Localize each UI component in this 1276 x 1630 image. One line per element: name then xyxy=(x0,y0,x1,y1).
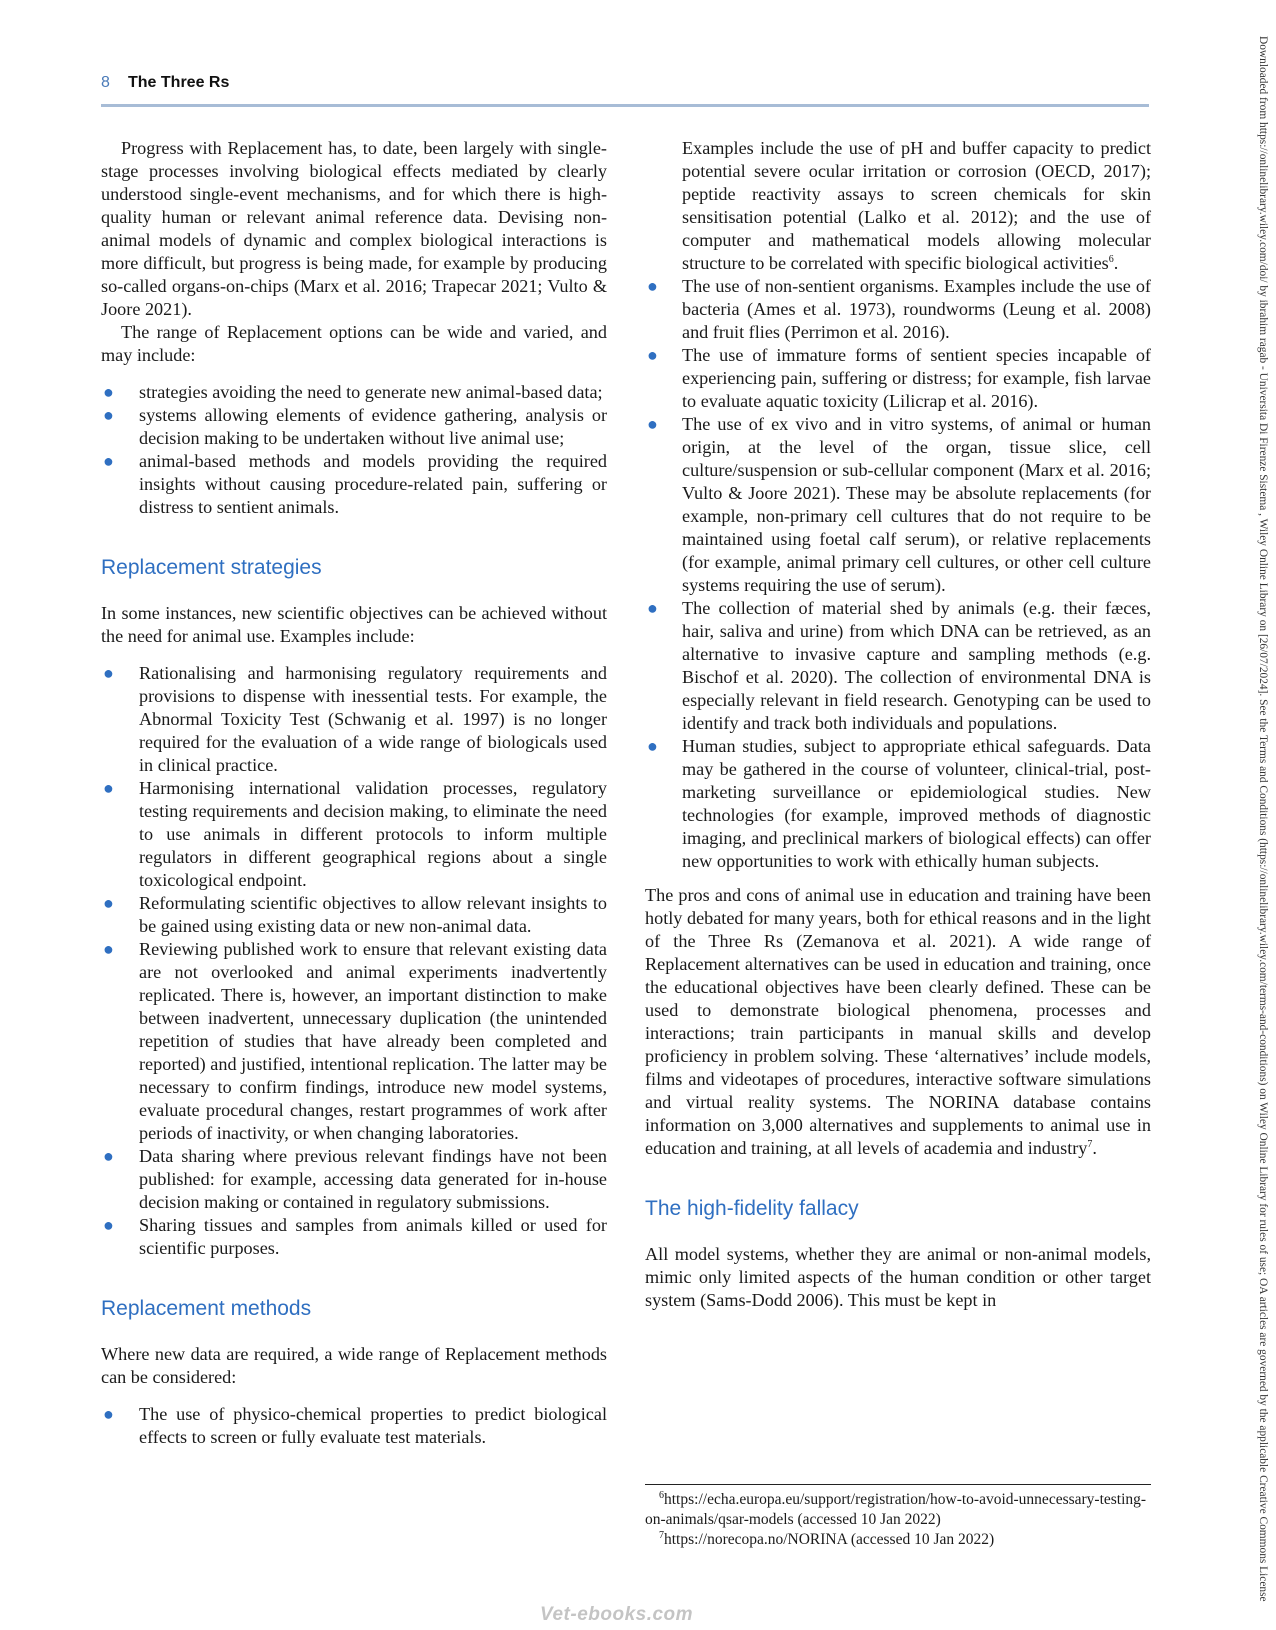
bullet-icon: ● xyxy=(103,451,114,471)
bullet-icon: ● xyxy=(103,663,114,683)
heading-replacement-methods: Replacement methods xyxy=(101,1297,312,1320)
list-item: ● Data sharing where previous relevant findings have not been published: for example, accessing data generated for in-house decision making or contained in regulatory submissions. xyxy=(103,1146,607,1212)
list-item: ● Rationalising and harmonising regulatory requirements and provisions to dispense with inessential tests. For example, the Abnormal Toxicity Test (Schwanig et al. 1997) is no longer required for the evaluation of a wide range of biologicals used in clinical practice. xyxy=(103,663,607,775)
list-item-continuation: Examples include the use of pH and buffer capacity to predict potential severe ocular irritation or corrosion (OECD, 2017); peptide reactivity assays to screen chemicals for skin sensitisation potential (Lalko et al. 2012); and the use of computer and mathematical models allowing molecular structure to be correlated with specific biological activities$^6$. xyxy=(682,138,1151,273)
bullet-icon: ● xyxy=(103,893,114,913)
bullet-icon: ● xyxy=(647,598,658,618)
footnotes xyxy=(645,1484,1151,1550)
bullet-icon: ● xyxy=(103,405,114,425)
methods-intro: Where new data are required, a wide range of Replacement methods can be considered: xyxy=(101,1344,607,1387)
bullet-icon: ● xyxy=(103,382,114,402)
heading-replacement-strategies: Replacement strategies xyxy=(101,556,322,579)
download-notice-sidebar xyxy=(1255,36,1269,1602)
strategies-list xyxy=(101,662,607,1260)
list-item: ● The use of physico-chemical properties to predict biological effects to screen or fully evaluate test materials. xyxy=(103,1404,607,1447)
bullet-icon: ● xyxy=(647,414,658,434)
list-item: ● Reviewing published work to ensure that relevant existing data are not overlooked and animal experiments inadvertently replicated. There is, however, an important distinction to make between inadvertent, unnecessary duplication (the unintended repetition of studies that have already been completed and reported) and justified, intentional replication. The latter may be necessary to confirm findings, introduce new model systems, evaluate procedural changes, restart programmes of work after periods of inactivity, or when changing laboratories. xyxy=(103,939,607,1143)
list-item: ● Human studies, subject to appropriate ethical safeguards. Data may be gathered in the course of volunteer, clinical-trial, post-marketing surveillance or epidemiological studies. New technologies (for example, improved methods of diagnostic imaging, and preclinical markers of biological effects) can offer new opportunities to work with ethically human subjects. xyxy=(647,736,1151,871)
fallacy-paragraph: All model systems, whether they are animal or non-animal models, mimic only limited aspects of the human condition or other target system (Sams-Dodd 2006). This must be kept in xyxy=(645,1244,1151,1310)
list-item: ● The use of immature forms of sentient species incapable of experiencing pain, suffering or distress; for example, fish larvae to evaluate aquatic toxicity (Lilicrap et al. 2016). xyxy=(647,345,1151,411)
footnote-6-link[interactable]: https://echa.europa.eu/support/registration/how-to-avoid-unnecessary-testing-on-animals/qsar-models (accessed 10 Jan 2022) xyxy=(645,1491,1147,1528)
bullet-icon: ● xyxy=(103,1146,114,1166)
list-item: ● The use of ex vivo and in vitro systems, of animal or human origin, at the level of the organ, tissue slice, cell culture/suspension or sub-cellular component (Marx et al. 2016; Vulto & Joore 2021). These may be absolute replacements (for example, non-primary cell cultures that do not require to be maintained using foetal calf serum), or relative replacements (for example, animal primary cell cultures, or other cell culture systems requiring the use of serum). xyxy=(647,414,1151,595)
left-column xyxy=(101,137,607,1449)
right-column xyxy=(645,137,1151,1312)
running-title: The Three Rs xyxy=(128,74,230,91)
intro-paragraph-1: Progress with Replacement has, to date, been largely with single-stage processes involving biological effects mediated by clearly understood single-event mechanisms, and for which there is high-quality human or relevant animal reference data. Devising non-animal models of dynamic and complex biological interactions is more difficult, but progress is being made, for example by producing so-called organs-on-chips (Marx et al. 2016; Trapecar 2021; Vulto & Joore 2021). xyxy=(101,138,607,319)
footnote-ref[interactable]: 7 xyxy=(1087,1138,1093,1150)
watermark-logo: Vet-ebooks.com xyxy=(540,1604,694,1625)
list-item: ● strategies avoiding the need to generate new animal-based data; xyxy=(103,382,603,402)
education-paragraph: The pros and cons of animal use in education and training have been hotly debated for many years, both for ethical reasons and in the light of the Three Rs (Zemanova et al. 2021). A wide range of Replacement alternatives can be used in education and training, once the educational objectives have been clearly defined. These can be used to demonstrate biological phenomena, processes and interactions; train participants in manual skills and develop proficiency in problem solving. These ‘alternatives’ include models, films and videotapes of procedures, interactive software simulations and virtual reality systems. The NORINA database contains information on 3,000 alternatives and supplements to animal use in education and training, at all levels of academia and industry$^7$. xyxy=(645,885,1151,1158)
footnote-6: $^6$https://echa.europa.eu/support/registration/how-to-avoid-unnecessary-testing-on-animals/qsar-models (accessed 10 Jan 2022) xyxy=(645,1489,1147,1528)
footnote-7-link[interactable]: https://norecopa.no/NORINA (accessed 10 Jan 2022) xyxy=(664,1531,995,1548)
list-item: ● animal-based methods and models providing the required insights without causing procedure-related pain, suffering or distress to sentient animals. xyxy=(103,451,607,517)
bullet-icon: ● xyxy=(103,939,114,959)
footnote-7: $^7$https://norecopa.no/NORINA (accessed 10 Jan 2022) xyxy=(659,1529,995,1548)
bullet-icon: ● xyxy=(103,1404,114,1424)
heading-high-fidelity-fallacy: The high-fidelity fallacy xyxy=(645,1197,859,1220)
bullet-icon: ● xyxy=(647,276,658,296)
list-item: ● Harmonising international validation processes, regulatory testing requirements and decision making, to eliminate the need to use animals in different protocols to inform multiple regulators in different geographical regions about a single toxicological endpoint. xyxy=(103,778,607,890)
footnote-ref[interactable]: 6 xyxy=(1108,253,1114,265)
bullet-icon: ● xyxy=(103,1215,114,1235)
list-item: ● Sharing tissues and samples from animals killed or used for scientific purposes. xyxy=(103,1215,607,1258)
bullet-icon: ● xyxy=(647,345,658,365)
methods-list-continued xyxy=(645,137,1151,873)
list-item: ● systems allowing elements of evidence gathering, analysis or decision making to be undertaken without live animal use; xyxy=(103,405,607,448)
bullet-icon: ● xyxy=(103,778,114,798)
list-item: ● The collection of material shed by animals (e.g. their fæces, hair, saliva and urine) from which DNA can be retrieved, as an alternative to invasive capture and sampling methods (e.g. Bischof et al. 2020). The collection of environmental DNA is especially relevant in field research. Genotyping can be used to identify and track both individuals and populations. xyxy=(647,598,1151,733)
intro-paragraph-2: The range of Replacement options can be wide and varied, and may include: xyxy=(101,322,607,365)
download-notice-text: Downloaded from https://onlinelibrary.wiley.com/doi/ by ibrahim ragab - Universita Di Firenze Sistema , Wiley Online Library on [26/07/2024]. See the Terms and Conditions (https://onlinelibrary.wiley.com/terms-and-conditions) on Wiley Online Library for rules of use; OA articles are governed by the applicable Creative Commons License xyxy=(1257,36,1269,1602)
options-list xyxy=(101,381,607,519)
list-item: ● Reformulating scientific objectives to allow relevant insights to be gained using existing data or new non-animal data. xyxy=(103,893,607,936)
list-item: ● The use of non-sentient organisms. Examples include the use of bacteria (Ames et al. 1973), roundworms (Leung et al. 2008) and fruit flies (Perrimon et al. 2016). xyxy=(647,276,1151,342)
bullet-icon: ● xyxy=(647,736,658,756)
running-header xyxy=(101,74,1149,107)
methods-list-start xyxy=(101,1403,607,1449)
page-number: 8 xyxy=(101,74,110,91)
strategies-intro: In some instances, new scientific objectives can be achieved without the need for animal use. Examples include: xyxy=(101,603,607,646)
